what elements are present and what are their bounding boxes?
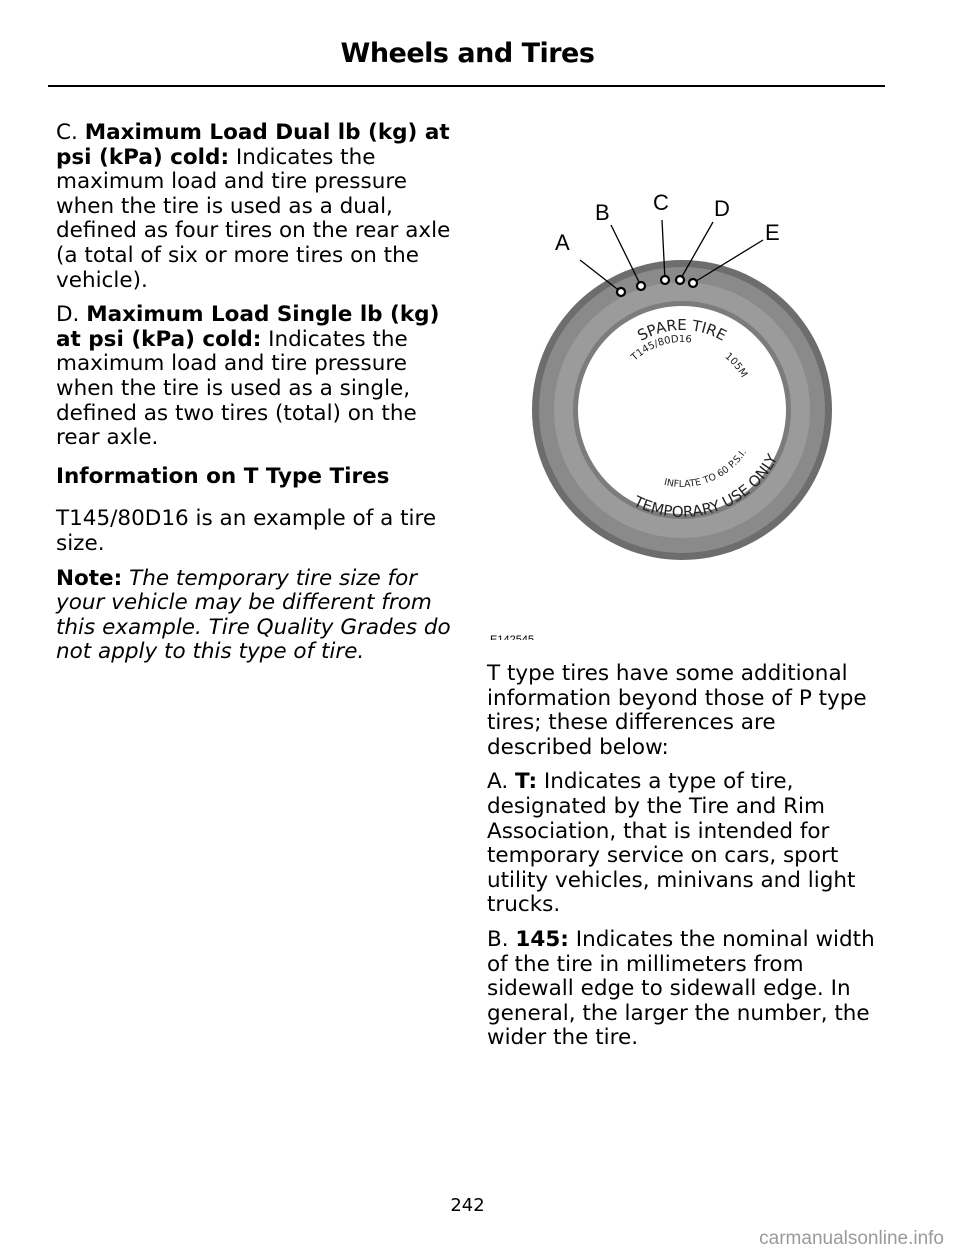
item-c-description: Indicates the maximum load and tire pressure when the tire is used as a dual, defined as four tires on the rear axle (a total of six or more tires on the vehicle). [56,144,451,293]
item-d-description: Indicates the maximum load and tire pressure when the tire is used as a single, defined as two tires (total) on the rear axle. [56,326,417,451]
header-divider [48,85,885,87]
item-c-paragraph [56,121,452,293]
item-a-description: Indicates a type of tire, designated by the Tire and Rim Association, that is intended for temporary service on cars, sport utility vehicles, minivans and light trucks. [487,769,856,918]
callout-label-c: C [653,190,669,215]
tire-illustration [480,180,880,640]
callout-label-e: E [765,220,780,245]
callout-d-dot [676,276,684,284]
callout-c-dot [661,276,669,284]
tire-figure [480,180,880,640]
callout-label-a: A [555,230,570,255]
size-example-paragraph: T145/80D16 is an example of a tire size. [56,506,437,556]
section-subheading: Information on T Type Tires [56,463,390,489]
item-b-term: 145: [515,926,569,952]
note-text: The temporary tire size for your vehicle may be different from this example. Tire Quality Grades do not apply to this type of tire. [56,565,451,665]
load-arc-text: 105M [722,350,750,380]
site-watermark: carmanualsonline.info [759,1228,944,1249]
left-column [56,121,452,675]
item-a-term: T: [515,769,538,795]
page-number: 242 [450,1195,485,1216]
callout-label-d: D [714,196,730,221]
item-d-prefix: D. [56,302,87,328]
note-label: Note: [56,565,123,591]
item-a-paragraph [487,770,887,918]
page-title: Wheels and Tires [340,38,595,69]
item-b-prefix: B. [487,926,516,952]
item-c-prefix: C. [56,120,85,145]
size-arc-text: T145/80D16 [629,333,693,364]
spare-tire-arc-text: SPARE TIRE [634,315,730,345]
item-d-term: Maximum Load Single lb (kg) at psi (kPa) cold: [56,302,440,352]
item-c-term: Maximum Load Dual lb (kg) at psi (kPa) cold: [56,120,450,170]
item-a-prefix: A. [487,769,515,795]
callout-e-dot [689,279,697,287]
callout-b-dot [637,282,645,290]
note-paragraph [56,567,452,665]
temporary-use-arc-text: TEMPORARY USE ONLY [631,451,782,522]
inflate-arc-text: INFLATE TO 60 P.S.I. [662,447,750,491]
callout-a-dot [617,288,625,296]
figure-code: E142545 [490,634,535,640]
right-column [487,662,887,1061]
callout-label-b: B [595,200,610,225]
item-b-description: Indicates the nominal width of the tire in millimeters from sidewall edge to sidewall edge. In general, the larger the number, the wider the tire. [487,926,875,1051]
item-b-paragraph [487,928,887,1051]
item-d-paragraph [56,303,452,451]
t-type-intro: T type tires have some additional information beyond those of P type tires; these differences are described below: [487,661,867,760]
